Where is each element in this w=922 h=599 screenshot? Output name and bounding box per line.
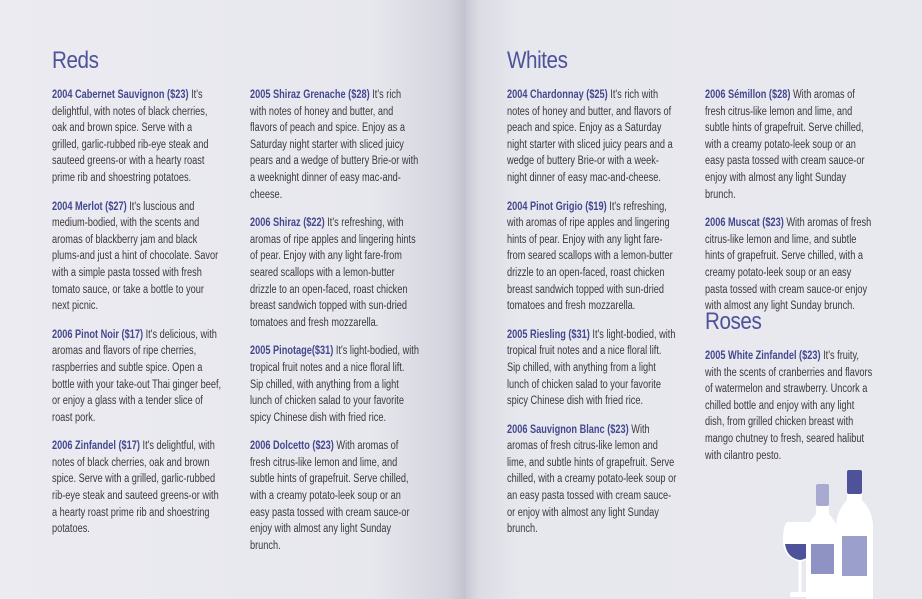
wine-description: It's light-bodied, with tropical fruit notes and a nice floral lift. Sip chilled, with anything from a light lunch of chicken salad to your favorite spicy Chinese dish with fried rice.	[250, 345, 419, 424]
wine-description: It's rich with notes of honey and butter, and flavors of peach and spice. Enjoy as a Saturday night starter with sliced juicy pears and a wedge of buttery Brie-or with a week-night dinner of easy mac-and-cheese.	[507, 89, 673, 184]
wine-entry	[705, 348, 875, 464]
wine-title: 2005 Shiraz Grenache ($28)	[250, 89, 370, 101]
reds-column-2	[250, 87, 462, 566]
wine-description: With aromas of fresh citrus-like lemon and lime, and subtle hints of grapefruit. Serve chilled, with a creamy potato-leek soup or an easy pasta tossed with cream sauce-or enjoy with almost any light Sunday brunch.	[250, 440, 410, 552]
wine-entry	[250, 215, 420, 331]
wine-entry	[250, 87, 420, 203]
wine-description: It's delicious, with aromas and flavors of ripe cherries, raspberries and subtle spice. Open a bottle with your take-out Thai ginger beef, or enjoy a glass with a tender slice of roast pork.	[52, 328, 222, 424]
wine-description: It's refreshing, with aromas of ripe apples and lingering hints of pear. Enjoy with any light fare-from seared scallops with a lemon-butter drizzle to an open-faced, roast chicken breast sandwich topped with sun-dried tomatoes and fresh mozzarella.	[250, 217, 416, 329]
reds-heading: Reds	[52, 47, 99, 74]
wine-entry	[507, 199, 677, 315]
wine-description: It's fruity, with the scents of cranberries and flavors of watermelon and strawberry. Uncork a chilled bottle and enjoy with any light dish, from grilled chicken breast with mango chutney to fresh, seared halibut with cilantro pesto.	[705, 350, 873, 462]
wine-title: 2006 Muscat ($23)	[705, 217, 784, 230]
wine-entry	[507, 422, 677, 538]
whites-column-2	[705, 87, 917, 327]
whites-column-1	[507, 87, 719, 550]
wine-entry	[250, 438, 420, 554]
roses-heading: Roses	[705, 308, 762, 335]
wine-title: 2004 Pinot Grigio ($19)	[507, 200, 607, 213]
wine-title: 2006 Dolcetto ($23)	[250, 440, 334, 453]
wine-description: It's refreshing, with aromas of ripe apples and lingering hints of pear. Enjoy with any light fare-from seared scallops with a lemon-butter drizzle to an open-faced, roast chicken breast sandwich topped with sun-dried tomatoes and fresh mozzarella.	[507, 200, 673, 313]
roses-column	[705, 348, 917, 476]
wine-title: 2004 Chardonnay ($25)	[507, 89, 608, 101]
wine-title: 2005 White Zinfandel ($23)	[705, 350, 821, 362]
wine-description: It's rich with notes of honey and butter, and flavors of peach and spice. Enjoy as a Saturday night starter with sliced juicy pears and a wedge of buttery Brie-or with a weeknight dinner of easy mac-and-cheese.	[250, 89, 419, 201]
wine-entry	[52, 327, 222, 427]
wine-entry	[52, 438, 222, 538]
wine-entry	[52, 199, 222, 315]
wine-entry	[705, 215, 875, 315]
wine-title: 2004 Cabernet Sauvignon ($23)	[52, 89, 189, 101]
wine-title: 2005 Riesling ($31)	[507, 328, 590, 341]
wine-title: 2006 Sauvignon Blanc ($23)	[507, 423, 629, 436]
whites-heading: Whites	[507, 47, 568, 74]
wine-description: With aromas of fresh citrus-like lemon and lime, and subtle hints of grapefruit. Serve chilled, with a creamy potato-leek soup or an easy pasta tossed with cream sauce-or enjoy with almost any light Sunday brunch.	[705, 89, 865, 201]
wine-description: It's luscious and medium-bodied, with the scents and aromas of blackberry jam and black plums-and just a hint of chocolate. Savor with a simple pasta tossed with fresh tomato sauce, or take a bottle to your next picnic.	[52, 200, 219, 313]
wine-description: It's light-bodied, with tropical fruit notes and a nice floral lift. Sip chilled, with anything from a light lunch of chicken salad to your favorite spicy Chinese dish with fried rice.	[507, 328, 676, 408]
wine-description: With aromas of fresh citrus-like lemon and lime, and subtle hints of grapefruit. Serve chilled, with a creamy potato-leek soup or an easy pasta tossed with cream sauce-or enjoy with almost any light Sunday brunch.	[705, 217, 872, 313]
wine-entry	[507, 327, 677, 410]
wine-title: 2004 Merlot ($27)	[52, 200, 127, 213]
wine-entry	[52, 87, 222, 187]
wine-entry	[250, 343, 420, 426]
wine-entry	[705, 87, 875, 203]
wine-title: 2006 Sémillon ($28)	[705, 89, 791, 101]
wine-title: 2005 Pinotage($31)	[250, 345, 334, 358]
wine-title: 2006 Zinfandel ($17)	[52, 440, 140, 453]
wine-description: It's delightful, with notes of black cherries, oak and brown spice. Serve with a grilled, garlic-rubbed rib-eye steak and sauteed greens-or with a hearty roast prime rib and shoestring potatoes.	[52, 89, 209, 184]
wine-description: With aromas of fresh citrus-like lemon and lime, and subtle hints of grapefruit. Serve chilled, with a creamy potato-leek soup or an easy pasta tossed with cream sauce-or enjoy with almost any light Sunday brunch.	[507, 423, 677, 536]
wine-title: 2006 Shiraz ($22)	[250, 217, 325, 230]
reds-column-1	[52, 87, 264, 550]
wine-bottles-icon	[780, 468, 876, 599]
wine-entry	[507, 87, 677, 187]
wine-description: It's delightful, with notes of black cherries, oak and brown spice. Serve with a grilled, garlic-rubbed rib-eye steak and sauteed greens-or with a hearty roast prime rib and shoestring potatoes.	[52, 440, 219, 536]
wine-title: 2006 Pinot Noir ($17)	[52, 328, 144, 341]
